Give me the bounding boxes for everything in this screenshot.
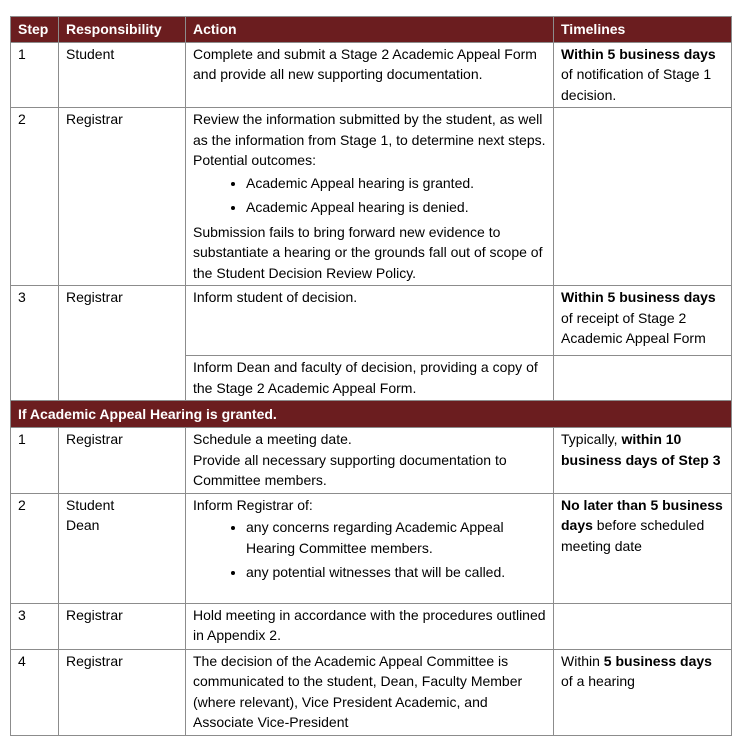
table-row bbox=[11, 42, 732, 108]
table-row bbox=[11, 286, 732, 356]
header-step: Step bbox=[11, 17, 59, 43]
list-item: • any potential witnesses that will be called. bbox=[246, 562, 546, 583]
timeline-bold: Within 5 business days bbox=[561, 45, 716, 62]
table-row bbox=[11, 493, 732, 603]
action-intro: Inform Registrar of: bbox=[193, 496, 313, 513]
timeline-cell bbox=[554, 108, 732, 286]
timeline-cell bbox=[554, 649, 732, 735]
action-cell: Inform Dean and faculty of decision, providing a copy of the Stage 2 Academic Appeal Form. bbox=[186, 356, 554, 401]
timeline-text: of notification of Stage 1 decision. bbox=[561, 66, 712, 103]
action-outro: Submission fails to bring forward new evidence to substantiate a hearing or the grounds fall out of scope of the Student Decision Review Policy. bbox=[193, 223, 543, 281]
header-action: Action bbox=[186, 17, 554, 43]
action-cell bbox=[186, 493, 554, 603]
list-item: • Academic Appeal hearing is granted. bbox=[246, 173, 546, 194]
action-cell: Inform student of decision. bbox=[186, 286, 554, 356]
list-item: • any concerns regarding Academic Appeal Hearing Committee members. bbox=[246, 517, 546, 558]
timeline-text: Typically, bbox=[561, 431, 622, 447]
timeline-bold: Within 5 business days bbox=[561, 289, 716, 305]
step-cell: 2 bbox=[11, 493, 59, 603]
action-cell bbox=[186, 108, 554, 286]
table-row bbox=[11, 603, 732, 649]
timeline-text: Within bbox=[561, 652, 604, 669]
timeline-cell bbox=[554, 493, 732, 603]
action-line: Provide all necessary supporting documentation to Committee members. bbox=[193, 451, 507, 488]
responsibility-cell: Registrar bbox=[59, 286, 186, 401]
header-timelines: Timelines bbox=[554, 17, 732, 43]
responsibility-cell: Registrar bbox=[59, 649, 186, 735]
step-cell: 1 bbox=[11, 428, 59, 494]
responsibility-cell bbox=[59, 493, 186, 603]
step-cell: 3 bbox=[11, 603, 59, 649]
action-cell: Hold meeting in accordance with the procedures outlined in Appendix 2. bbox=[186, 603, 554, 649]
action-line: Schedule a meeting date. bbox=[193, 431, 352, 447]
responsibility-cell: Registrar bbox=[59, 108, 186, 286]
action-cell: The decision of the Academic Appeal Committee is communicated to the student, Dean, Faculty Member (where relevant), Vice President Academic, and Associate Vice-President bbox=[186, 649, 554, 735]
appeal-process-table bbox=[10, 16, 732, 736]
list-item: • Academic Appeal hearing is denied. bbox=[246, 197, 546, 218]
table-row bbox=[11, 108, 732, 286]
table-row bbox=[11, 428, 732, 494]
action-intro: Review the information submitted by the student, as well as the information from Stage 1, to determine next steps. Potential outcomes: bbox=[193, 111, 546, 168]
inform-list bbox=[193, 517, 546, 583]
header-responsibility: Responsibility bbox=[59, 17, 186, 43]
step-cell: 4 bbox=[11, 649, 59, 735]
step-cell: 2 bbox=[11, 108, 59, 286]
step-cell: 3 bbox=[11, 286, 59, 401]
timeline-bold: No later than 5 business days bbox=[561, 496, 723, 533]
header-row bbox=[11, 17, 732, 43]
step-cell: 1 bbox=[11, 42, 59, 108]
action-cell bbox=[186, 428, 554, 494]
timeline-text: of receipt of Stage 2 Academic Appeal Form bbox=[561, 309, 706, 346]
timeline-cell bbox=[554, 428, 732, 494]
responsibility-cell: Registrar bbox=[59, 428, 186, 494]
responsibility-line: Student bbox=[66, 496, 115, 513]
responsibility-cell: Student bbox=[59, 42, 186, 108]
table-row bbox=[11, 649, 732, 735]
timeline-bold: 5 business days bbox=[603, 652, 712, 669]
timeline-cell bbox=[554, 603, 732, 649]
action-cell: Complete and submit a Stage 2 Academic Appeal Form and provide all new supporting documentation. bbox=[186, 42, 554, 108]
section-band: If Academic Appeal Hearing is granted. bbox=[11, 401, 732, 428]
timeline-text: before scheduled meeting date bbox=[561, 517, 705, 554]
timeline-bold: within 10 business days of Step 3 bbox=[561, 431, 721, 468]
timeline-text: of a hearing bbox=[561, 673, 635, 689]
responsibility-cell: Registrar bbox=[59, 603, 186, 649]
outcome-list bbox=[193, 173, 546, 218]
timeline-cell bbox=[554, 356, 732, 401]
responsibility-line: Dean bbox=[66, 517, 100, 533]
timeline-cell bbox=[554, 286, 732, 356]
timeline-cell bbox=[554, 42, 732, 108]
section-band-row bbox=[11, 401, 732, 428]
